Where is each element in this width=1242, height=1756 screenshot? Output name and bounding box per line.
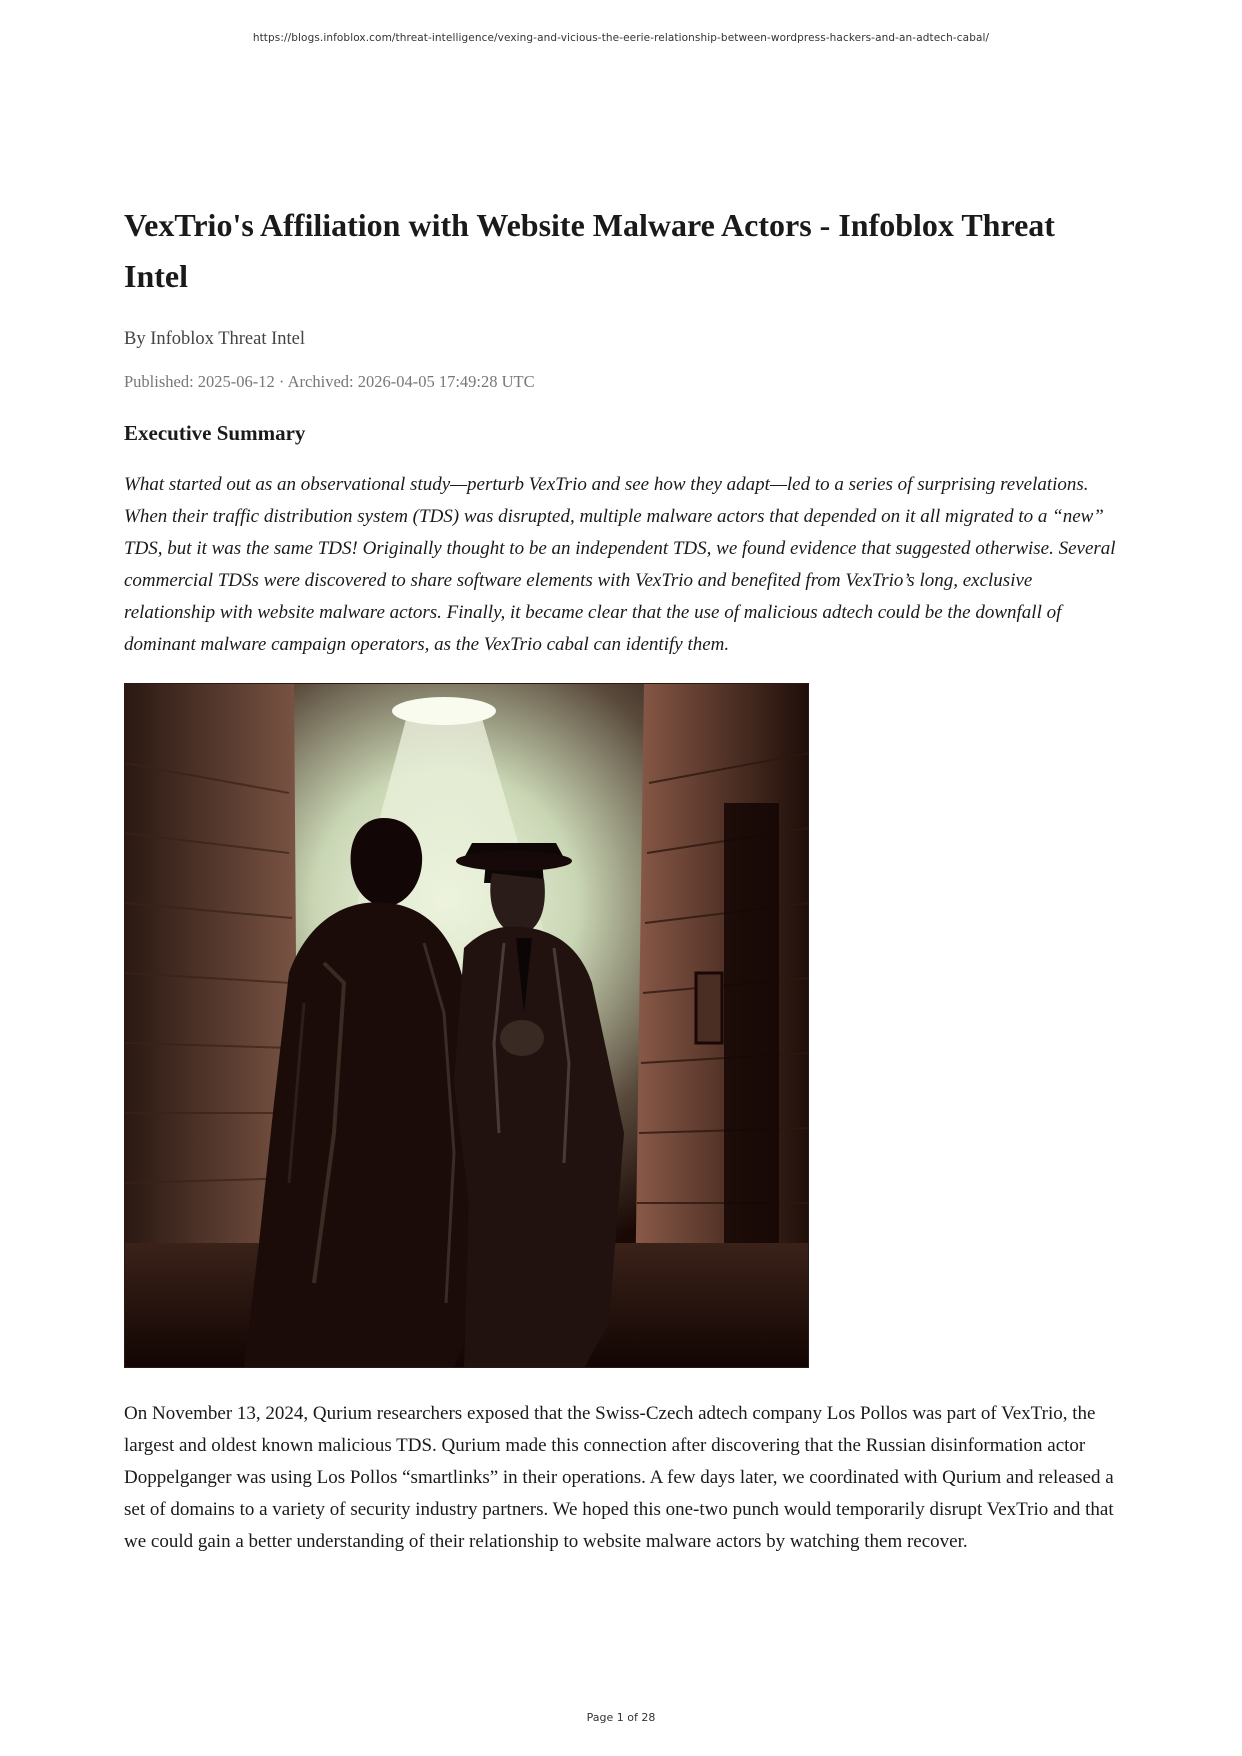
byline: By Infoblox Threat Intel xyxy=(124,329,306,349)
hero-illustration xyxy=(124,683,809,1368)
section-heading: Executive Summary xyxy=(124,421,306,445)
executive-summary: What started out as an observational study—perturb VexTrio and see how they adapt—led to a series of surprising revelations. When their traffic distribution system (TDS) was disrupted, multiple malware actors that depended on it all migrated to a “new” TDS, but it was the same TDS! Originally thought to be an independent TDS, we found evidence that suggested otherwise. Several commercial TDSs were discovered to share software elements with VexTrio and benefited from VexTrio’s long, exclusive relationship with website malware actors. Finally, it became clear that the use of malicious adtech could be the downfall of dominant malware campaign operators, as the VexTrio cabal can identify them. xyxy=(124,474,1116,655)
electric-box xyxy=(696,973,722,1043)
body-paragraph: On November 13, 2024, Qurium researchers exposed that the Swiss-Czech adtech company Los Pollos was part of VexTrio, the largest and oldest known malicious TDS. Qurium made this connection after discovering that the Russian disinformation actor Doppelganger was using Los Pollos “smartlinks” in their operations. A few days later, we coordinated with Qurium and released a set of domains to a variety of security industry partners. We hoped this one-two punch would temporarily disrupt VexTrio and that we could gain a better understanding of their relationship to website malware actors by watching them recover. xyxy=(124,1403,1114,1552)
article-title: VexTrio's Affiliation with Website Malware Actors - Infoblox Threat Intel xyxy=(124,207,1055,294)
noir-alley-illustration xyxy=(124,683,809,1368)
page-number: Page 1 of 28 xyxy=(586,1711,656,1724)
publish-meta: Published: 2025-06-12 · Archived: 2026-04-05 17:49:28 UTC xyxy=(124,372,535,391)
street-lamp xyxy=(392,697,496,725)
article xyxy=(124,200,1120,1558)
page-url: https://blogs.infoblox.com/threat-intelligence/vexing-and-vicious-the-eerie-relationship-between-wordpress-hackers-and-an-adtech-cabal/ xyxy=(252,32,990,44)
